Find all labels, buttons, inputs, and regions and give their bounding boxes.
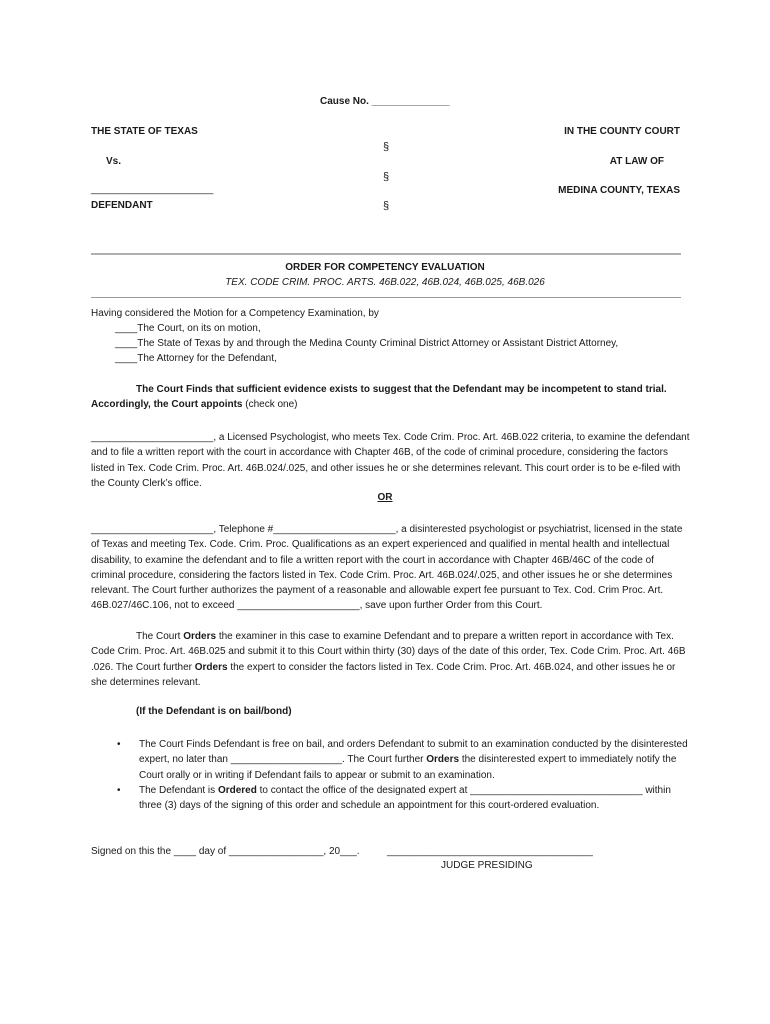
- section-symbol: §: [383, 171, 390, 183]
- section-symbol: §: [383, 200, 390, 212]
- state-of-texas-label: THE STATE OF TEXAS: [91, 126, 198, 137]
- bullet-icon: •: [117, 784, 121, 796]
- orders-text: The Court: [136, 631, 184, 642]
- appoints-label: Accordingly, the Court appoints: [91, 399, 243, 410]
- orders-text: the expert to consider the factors listed in Tex. Code Crim. Proc. Art. 46B.024, and other issues he or she determines relevant.: [91, 661, 676, 688]
- orders-paragraph: [91, 629, 691, 690]
- title-bottom-rule: [91, 297, 681, 298]
- check-one-note: (check one): [242, 399, 298, 410]
- bullet-text: The Court Finds Defendant is free on bail, and orders Defendant to submit to an examination conducted by the disinterested expert, no later than ____________________. The Court further: [139, 739, 688, 766]
- judge-signature-line[interactable]: _____________________________________: [387, 846, 593, 857]
- list-item: [91, 783, 691, 814]
- section-symbol: §: [383, 141, 390, 153]
- bullet-emphasis: Ordered: [217, 784, 257, 796]
- defendant-name-field[interactable]: ______________________: [91, 184, 214, 195]
- movant-option-state[interactable]: ____The State of Texas by and through the Medina County Criminal District Attorney or Assistant District Attorney,: [115, 338, 619, 349]
- appoints-line: [91, 399, 298, 410]
- bail-heading: (If the Defendant is on bail/bond): [136, 706, 292, 717]
- order-subtitle: TEX. CODE CRIM. PROC. ARTS. 46B.022, 46B.024, 46B.025, 46B.026: [225, 277, 545, 288]
- bullet-icon: •: [117, 739, 121, 750]
- bullet-text: The Defendant is: [139, 784, 218, 796]
- bullet-text: to contact the office of the designated expert at _______________________________ within three (3) days of the signing of this order and schedule an appointment for this court-ordered evaluation.: [139, 784, 671, 812]
- court-name-line3: MEDINA COUNTY, TEXAS: [558, 185, 680, 196]
- bullet-text: the disinterested expert to immediately notify the Court orally or in writing if Defendant fails to appear or submit to an examination.: [139, 754, 677, 781]
- option-disinterested-expert: ______________________, Telephone #______________________, a disinterested psychologist or psychiatrist, licensed in the state of Texas and meeting Tex. Code. Crim. Proc. Qualifications as an expert experienced and qualified in mental health and intellectual disability, to examine the defendant and to file a written report with the court in accordance with Chapter 46B/46C of the code of criminal procedure, considering the factors listed in Tex. Code Crim. Proc. Art. 46B.024/.025, and other issues he or she determines relevant. The Court further authorizes the payment of a reasonable and allowable expert fee pursuant to Tex. Cod. Crim Proc. Art. 46B.027/46C.106, not to exceed ______________________, save upon further Order from this Court.: [91, 524, 683, 612]
- orders-emphasis: Orders: [183, 631, 217, 642]
- intro-lead: Having considered the Motion for a Competency Examination, by: [91, 308, 379, 319]
- cause-number[interactable]: Cause No. ______________: [320, 96, 450, 107]
- title-top-rule: [91, 253, 681, 255]
- bullet-emphasis: Orders: [426, 754, 460, 766]
- orders-emphasis: Orders: [194, 661, 228, 673]
- option-licensed-psychologist: ______________________, a Licensed Psychologist, who meets Tex. Code Crim. Proc. Art. 46B.022 criteria, to examine the defendant and to file a written report with the court in accordance with Chapter 46B, of the code of criminal procedure, considering the factors listed in Tex. Code Crim. Proc. Art. 46B.024/.025, and other issues he or she determines relevant. This court order is to be e-filed with the County Clerk’s office.: [91, 432, 690, 489]
- list-item: [91, 737, 691, 783]
- judge-presiding-label: JUDGE PRESIDING: [441, 860, 533, 871]
- or-separator: OR: [377, 492, 393, 503]
- signed-date-line[interactable]: Signed on this the ____ day of _________________, 20___.: [91, 846, 360, 857]
- court-name-line2: AT LAW OF: [609, 156, 664, 167]
- court-name-line1: IN THE COUNTY COURT: [564, 126, 680, 137]
- movant-option-attorney[interactable]: ____The Attorney for the Defendant,: [115, 353, 277, 364]
- order-title: ORDER FOR COMPETENCY EVALUATION: [285, 262, 485, 273]
- defendant-label: DEFENDANT: [91, 200, 153, 211]
- orders-text: the examiner in this case to examine Defendant and to prepare a written report in accordance with Tex. Code Crim. Proc. Art. 46B.025 and submit it to this Court within thirty (30) days of the date of this order, Tex. Code Crim. Proc. Art. 46B .026. The Court further: [91, 631, 686, 673]
- bail-conditions-list: [91, 737, 691, 813]
- finding-statement: The Court Finds that sufficient evidence exists to suggest that the Defendant may be incompetent to stand trial.: [136, 384, 667, 395]
- versus-label: Vs.: [106, 156, 122, 167]
- movant-option-court[interactable]: ____The Court, on its on motion,: [115, 323, 261, 334]
